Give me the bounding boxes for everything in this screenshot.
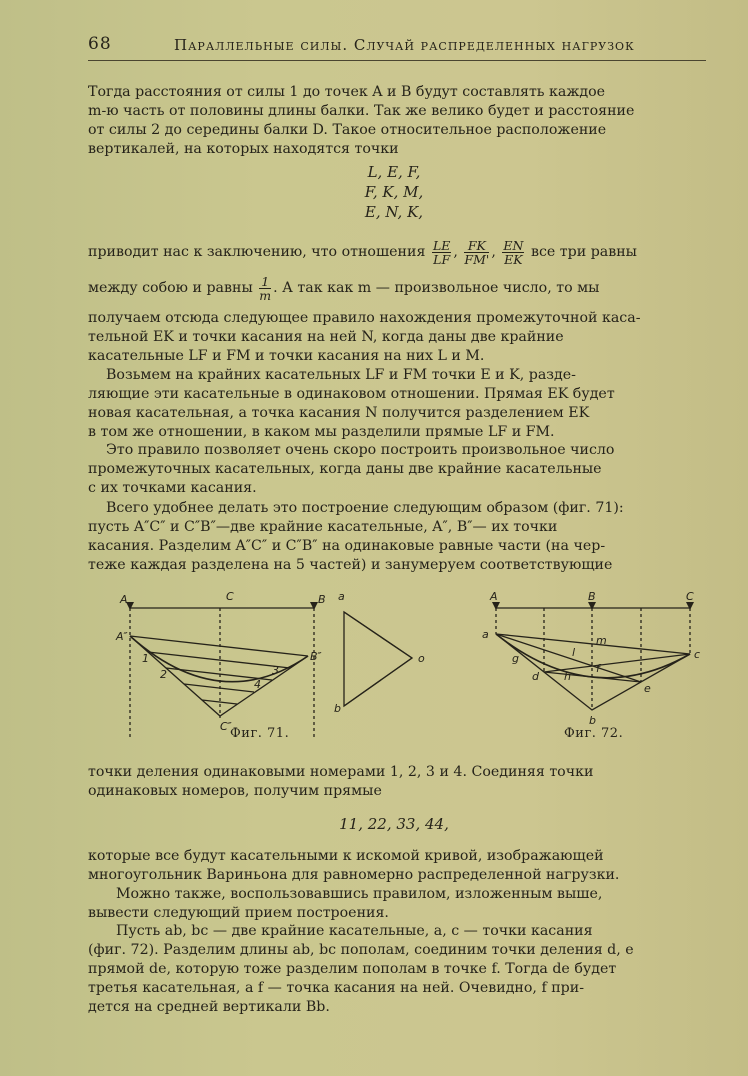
text-line: Всего удобнее делать это построение следующим образом (фиг. 71): [106, 500, 624, 516]
figure-72-labels [476, 588, 716, 738]
text-line: получаем отсюда следующее правило нахождения промежуточной каса- [88, 310, 641, 326]
label-b: b [334, 702, 341, 715]
label-c: c [694, 648, 701, 661]
running-title: Параллельные силы. Случай распределенных нагрузок [174, 36, 635, 54]
label-h: h [564, 670, 571, 683]
text-before-fraction: между собою и равны [88, 280, 253, 296]
text-line: одинаковых номеров, получим прямые [88, 783, 382, 799]
text-line: тельной EK и точки касания на ней N, когда даны две крайние [88, 329, 564, 345]
label-C: C [686, 590, 694, 603]
label-A: A [120, 593, 128, 606]
paragraph-3 [88, 366, 700, 442]
numbers-block [88, 814, 700, 834]
figure-71-caption: Фиг. 71. [230, 726, 290, 741]
text-line: (фиг. 72). Разделим длины ab, bc пополам, соединим точки деления d, e [88, 942, 634, 958]
page-number: 68 [88, 34, 112, 54]
label-C2: C″ [220, 720, 232, 733]
paragraph-7 [88, 847, 700, 923]
label-e: e [644, 682, 651, 695]
figure-71 [112, 588, 442, 748]
label-B: B [318, 593, 326, 606]
text-line: новая касательная, а точка касания N получится разделением EK [88, 405, 590, 421]
paragraph-4 [88, 441, 700, 498]
label-a: a [482, 628, 489, 641]
label-o: o [418, 652, 425, 665]
text-line: прямой de, которую тоже разделим пополам в точке f. Тогда de будет [88, 961, 617, 977]
label-A2: A″ [116, 630, 128, 643]
page-header [88, 34, 700, 58]
label-f: f [596, 662, 600, 675]
paragraph-8 [88, 922, 700, 1017]
text-line: Это правило позволяет очень скоро построить произвольное число [106, 442, 615, 458]
text-line: которые все будут касательными к искомой кривой, изображающей [88, 848, 604, 864]
text-line: многоугольник Вариньона для равномерно распределенной нагрузки. [88, 867, 620, 883]
points-line: E, N, K, [364, 203, 424, 221]
text-line: дется на средней вертикали Bb. [88, 999, 330, 1015]
text-line: третья касательная, а f — точка касания на ней. Очевидно, f при- [88, 980, 584, 996]
points-line: L, E, F, [367, 163, 421, 181]
label-C: C [226, 590, 234, 603]
figure-72-caption: Фиг. 72. [564, 726, 624, 741]
points-line: F, K, M, [364, 183, 424, 201]
label-l: l [572, 646, 576, 659]
text-line: теже каждая разделена на 5 частей) и занумеруем соответствующие [88, 557, 613, 573]
points-list [88, 162, 700, 222]
text-line: точки деления одинаковыми номерами 1, 2, 3 и 4. Соединяя точки [88, 764, 594, 780]
paragraph-2 [88, 309, 700, 366]
label-B2: B″ [310, 650, 322, 663]
label-d: d [532, 670, 539, 683]
text-line: m-ю часть от половины длины балки. Так же велико будет и расстояние [88, 103, 635, 119]
text-line: вывести следующий прием построения. [88, 905, 389, 921]
label-m: m [596, 634, 607, 647]
fraction-one-over-m: $\frac{1}{m}$ [259, 273, 272, 303]
label-b: b [589, 714, 596, 727]
label-a: a [338, 590, 345, 603]
ratio-text-after: все три равны [530, 244, 637, 260]
paragraph-5 [88, 499, 700, 575]
label-g: g [512, 652, 519, 665]
paragraph-6 [88, 763, 700, 801]
fraction-le-lf: $\frac{LE}{LF}$ [432, 237, 451, 267]
header-rule [88, 60, 706, 61]
text-line: в том же отношении, в каком мы разделили прямые LF и FM. [88, 424, 555, 440]
text-line: вертикалей, на которых находятся точки [88, 141, 399, 157]
text-line: Пусть ab, bc — две крайние касательные, a, c — точки касания [116, 923, 593, 939]
text-after-fraction: . А так как m — произвольное число, то мы [273, 280, 600, 296]
para2-first-line [88, 272, 700, 304]
numbered-lines: 11, 22, 33, 44, [339, 815, 449, 833]
text-line: промежуточных касательных, когда даны две крайние касательные [88, 461, 602, 477]
paragraph-1 [88, 83, 700, 159]
label-B: B [588, 590, 596, 603]
ratio-line: приводит нас к заключению, что отношения $\frac{LE}{LF}$ , $\frac{FK}{FM'}$ , $\frac{EN}{EK}$ все три равны [88, 237, 637, 267]
fraction-en-ek: $\frac{EN}{EK}$ [503, 237, 524, 267]
text-line: Возьмем на крайних касательных LF и FM точки E и K, разде- [106, 367, 576, 383]
text-line: пусть A″C″ и C″B″—две крайние касательные, A″, B″— их точки [88, 519, 558, 535]
text-line: касательные LF и FM и точки касания на них L и M. [88, 348, 485, 364]
text-line: касания. Разделим A″C″ и C″B″ на одинаковые равные части (на чер- [88, 538, 606, 554]
label-2: 2 [160, 668, 167, 681]
text-line: Можно также, воспользовавшись правилом, изложенным выше, [116, 886, 603, 902]
figure-72 [476, 588, 716, 748]
figure-71-labels [112, 588, 442, 738]
ratio-text-before: приводит нас к заключению, что отношения [88, 244, 426, 260]
label-3: 3 [272, 664, 279, 677]
fraction-fk-fm: $\frac{FK}{FM'}$ [464, 237, 490, 267]
label-A: A [490, 590, 498, 603]
text-line: с их точками касания. [88, 480, 257, 496]
label-4: 4 [254, 678, 261, 691]
text-line: ляющие эти касательные в одинаковом отношении. Прямая EK будет [88, 386, 615, 402]
text-line: от силы 2 до середины балки D. Такое относительное расположение [88, 122, 607, 138]
label-1: 1 [142, 652, 149, 665]
text-line: Тогда расстояния от силы 1 до точек A и B будут составлять каждое [88, 84, 606, 100]
